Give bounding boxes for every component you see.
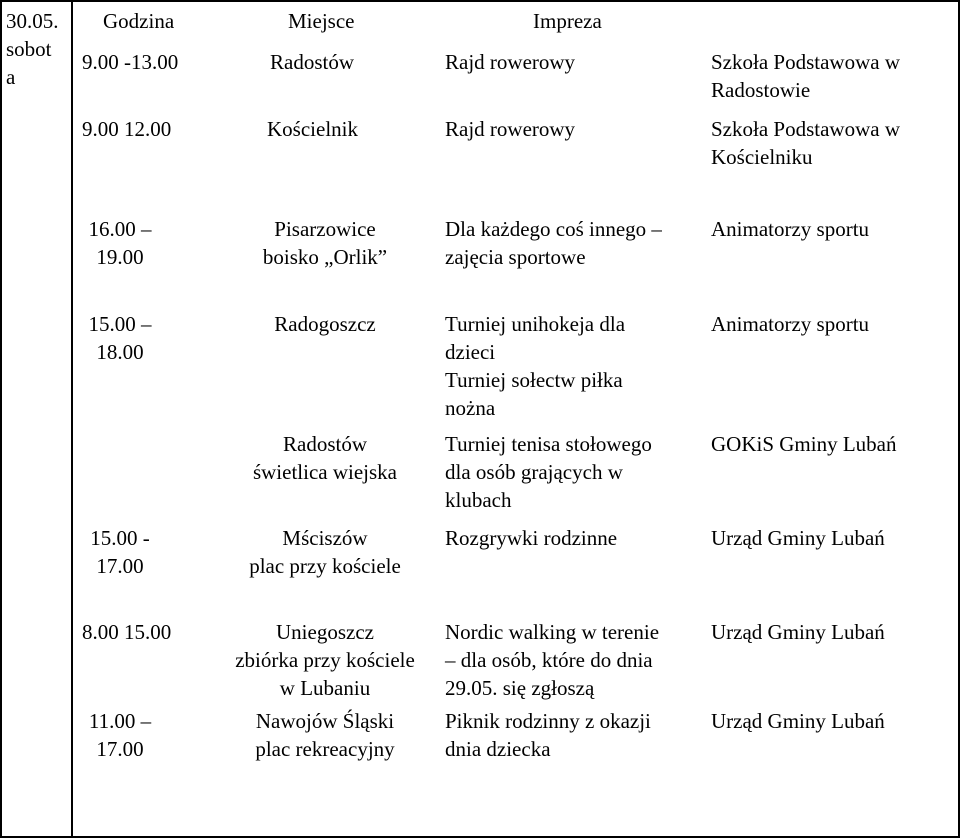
row-time: 15.00 – 18.00 [88, 312, 152, 364]
row-organizer: Urząd Gminy Lubań [711, 709, 885, 733]
row-place: Uniegoszcz zbiórka przy kościele w Lubaniu [235, 620, 415, 700]
table-border-left [0, 0, 2, 838]
row-event: Nordic walking w terenie – dla osób, które do dnia 29.05. się zgłoszą [445, 620, 660, 700]
row-organizer: GOKiS Gminy Lubań [711, 432, 897, 456]
row-event: Rajd rowerowy [445, 50, 576, 74]
row-place: Radostów świetlica wiejska [252, 432, 398, 484]
row-time: 16.00 – 19.00 [88, 217, 152, 269]
row-place: Pisarzowice boisko „Orlik” [262, 217, 388, 269]
row-time: 8.00 15.00 [82, 620, 172, 644]
row-time: 15.00 - 17.00 [90, 526, 150, 578]
day-date: 30.05. [6, 9, 59, 33]
row-event: Turniej tenisa stołowego dla osób grających w klubach [445, 432, 652, 512]
row-organizer: Animatorzy sportu [711, 217, 870, 241]
row-organizer: Szkoła Podstawowa w Kościelniku [711, 117, 900, 169]
day-weekday: sobot a [6, 37, 52, 89]
row-organizer: Urząd Gminy Lubań [711, 620, 885, 644]
row-time: 9.00 -13.00 [82, 50, 179, 74]
row-event: Rajd rowerowy [445, 117, 576, 141]
header-place: Miejsce [288, 9, 355, 33]
row-time: 11.00 – 17.00 [88, 709, 152, 761]
row-organizer: Urząd Gminy Lubań [711, 526, 885, 550]
row-place: Mściszów plac przy kościele [249, 526, 401, 578]
row-time: 9.00 12.00 [82, 117, 172, 141]
row-place: Kościelnik [267, 117, 358, 141]
row-event: Turniej unihokeja dla dzieci Turniej sołectw piłka nożna [445, 312, 626, 420]
row-place: Nawojów Śląski plac rekreacyjny [255, 709, 395, 761]
table-border-top [0, 0, 960, 2]
row-event: Piknik rodzinny z okazji dnia dziecka [445, 709, 651, 761]
row-event: Dla każdego coś innego – zajęcia sportowe [445, 217, 662, 269]
header-event: Impreza [533, 9, 602, 33]
row-event: Rozgrywki rodzinne [445, 526, 618, 550]
row-organizer: Animatorzy sportu [711, 312, 870, 336]
header-time: Godzina [103, 9, 175, 33]
row-place: Radogoszcz [274, 312, 376, 336]
row-organizer: Szkoła Podstawowa w Radostowie [711, 50, 900, 102]
row-place: Radostów [270, 50, 354, 74]
